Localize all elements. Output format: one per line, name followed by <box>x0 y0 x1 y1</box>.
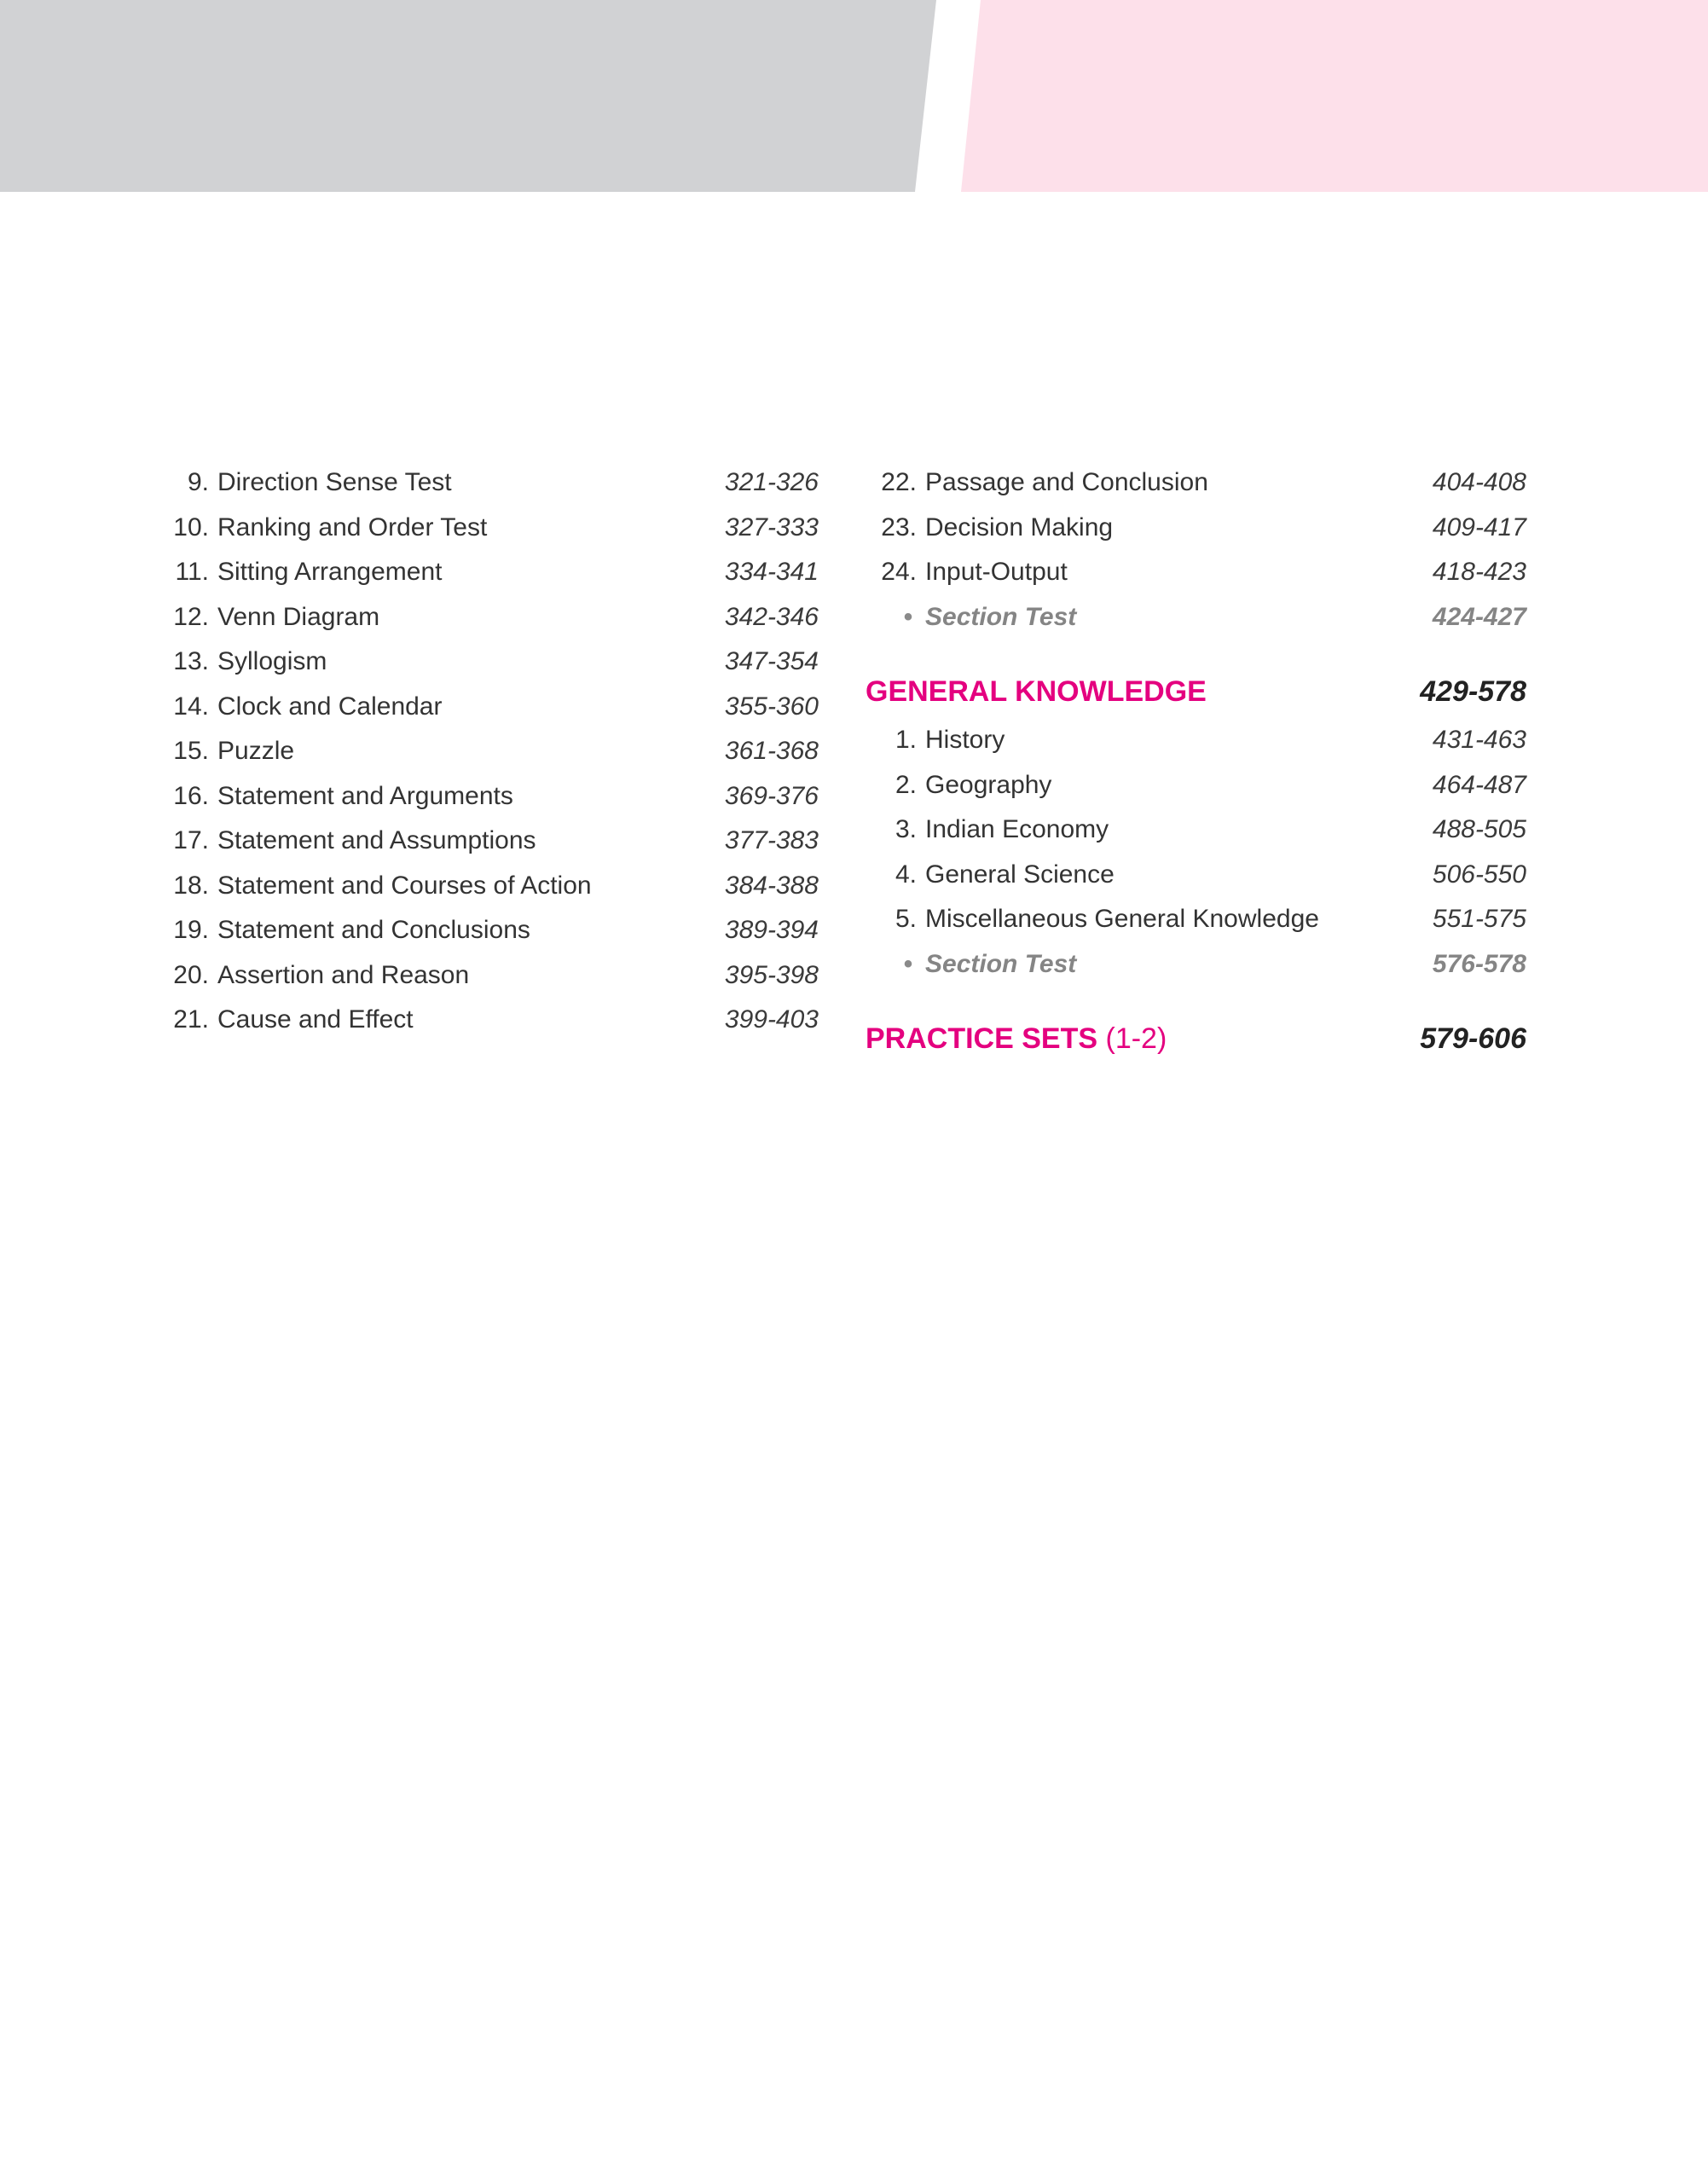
entry-number: 17. <box>173 826 209 854</box>
heading-title: GENERAL KNOWLEDGE <box>866 675 1207 708</box>
heading-title <box>866 1012 1167 1065</box>
entry-number: 22. <box>881 468 917 496</box>
toc-entry[interactable] <box>158 506 819 551</box>
entry-title: Statement and Courses of Action <box>217 871 592 900</box>
entry-title: Cause and Effect <box>217 1005 414 1034</box>
toc-entry[interactable] <box>866 460 1526 506</box>
entry-pages: 369-376 <box>724 781 819 810</box>
entry-title: Statement and Conclusions <box>217 916 530 944</box>
entry-title: Section Test <box>925 602 1077 631</box>
toc-entry[interactable] <box>158 729 819 774</box>
entry-pages: 409-417 <box>1432 512 1526 541</box>
entry-pages: 361-368 <box>724 737 819 765</box>
toc-entry[interactable] <box>866 853 1526 898</box>
toc-entry[interactable] <box>158 550 819 595</box>
toc-entry[interactable] <box>158 953 819 999</box>
entry-number: 3. <box>895 815 917 843</box>
entry-number: 21. <box>173 1005 209 1034</box>
entry-number: 9. <box>187 468 209 496</box>
entry-pages: 334-341 <box>724 558 819 586</box>
entry-pages: 424-427 <box>1432 602 1526 631</box>
entry-number: 10. <box>173 512 209 541</box>
entry-number: 19. <box>173 916 209 944</box>
entry-pages: 464-487 <box>1432 770 1526 799</box>
entry-title: Puzzle <box>217 737 295 765</box>
entry-title: Syllogism <box>217 647 327 675</box>
entry-number: 12. <box>173 602 209 631</box>
entry-pages: 418-423 <box>1432 558 1526 586</box>
heading-title-text: PRACTICE SETS <box>866 1022 1098 1055</box>
toc-entry[interactable] <box>158 460 819 506</box>
entry-number: 4. <box>895 860 917 889</box>
entry-number: 20. <box>173 960 209 989</box>
entry-number: 15. <box>173 737 209 765</box>
entry-number: 23. <box>881 512 917 541</box>
entry-number: 13. <box>173 647 209 675</box>
entry-number: 1. <box>895 726 917 754</box>
entry-number: 11. <box>175 558 209 586</box>
heading-pages: 429-578 <box>1420 675 1526 708</box>
entry-title: Ranking and Order Test <box>217 512 488 541</box>
entry-title: Sitting Arrangement <box>217 558 443 586</box>
entry-pages: 399-403 <box>724 1005 819 1034</box>
entry-title: General Science <box>925 860 1115 889</box>
toc-entry[interactable] <box>866 506 1526 551</box>
toc-right-column <box>866 460 1526 1065</box>
section-heading-general-knowledge[interactable] <box>866 665 1526 718</box>
entry-title: Section Test <box>925 949 1077 978</box>
section-heading-practice-sets[interactable] <box>866 1012 1526 1065</box>
toc-entry[interactable] <box>158 595 819 640</box>
entry-title: Geography <box>925 770 1052 799</box>
banner-gray-shape <box>0 0 936 192</box>
entry-pages: 321-326 <box>724 468 819 496</box>
entry-pages: 355-360 <box>724 692 819 721</box>
toc-entry[interactable] <box>158 819 819 864</box>
entry-pages: 551-575 <box>1432 905 1526 933</box>
toc-entry[interactable] <box>866 718 1526 763</box>
entry-title: Venn Diagram <box>217 602 380 631</box>
entry-title: Clock and Calendar <box>217 692 443 721</box>
entry-pages: 389-394 <box>724 916 819 944</box>
entry-title: Assertion and Reason <box>217 960 470 989</box>
toc-entry[interactable] <box>158 998 819 1043</box>
entry-pages: 347-354 <box>724 647 819 675</box>
entry-number: 18. <box>173 871 209 900</box>
entry-pages: 488-505 <box>1432 815 1526 843</box>
entry-number: 2. <box>895 770 917 799</box>
section-test-entry[interactable] <box>866 942 1526 987</box>
bullet-icon: • <box>903 602 913 631</box>
entry-number: 16. <box>173 781 209 810</box>
banner-pink-shape <box>961 0 1708 192</box>
entry-title: Passage and Conclusion <box>925 468 1208 496</box>
entry-pages: 431-463 <box>1432 726 1526 754</box>
heading-suffix: (1-2) <box>1097 1022 1167 1055</box>
toc-entry[interactable] <box>866 808 1526 853</box>
entry-title: Miscellaneous General Knowledge <box>925 905 1319 933</box>
entry-pages: 342-346 <box>724 602 819 631</box>
toc-entry[interactable] <box>866 763 1526 808</box>
entry-number: 5. <box>895 905 917 933</box>
entry-title: Statement and Assumptions <box>217 826 536 854</box>
entry-number: 14. <box>173 692 209 721</box>
entry-pages: 377-383 <box>724 826 819 854</box>
heading-pages: 579-606 <box>1420 1022 1526 1055</box>
toc-entry[interactable] <box>158 774 819 819</box>
toc-entry[interactable] <box>158 640 819 685</box>
toc-entry[interactable] <box>158 864 819 909</box>
toc-entry[interactable] <box>866 897 1526 942</box>
entry-pages: 327-333 <box>724 512 819 541</box>
entry-pages: 404-408 <box>1432 468 1526 496</box>
toc-entry[interactable] <box>158 908 819 953</box>
entry-number: 24. <box>881 558 917 586</box>
toc-left-column <box>158 460 819 1043</box>
entry-pages: 395-398 <box>724 960 819 989</box>
entry-pages: 506-550 <box>1432 860 1526 889</box>
toc-entry[interactable] <box>866 550 1526 595</box>
entry-title: Indian Economy <box>925 815 1109 843</box>
entry-title: Direction Sense Test <box>217 468 452 496</box>
section-test-entry[interactable] <box>866 595 1526 640</box>
entry-title: Statement and Arguments <box>217 781 513 810</box>
entry-title: Input-Output <box>925 558 1068 586</box>
entry-pages: 384-388 <box>724 871 819 900</box>
header-banner <box>0 0 1708 192</box>
toc-entry[interactable] <box>158 685 819 730</box>
entry-title: Decision Making <box>925 512 1114 541</box>
bullet-icon: • <box>903 949 913 978</box>
entry-pages: 576-578 <box>1432 949 1526 978</box>
entry-title: History <box>925 726 1005 754</box>
